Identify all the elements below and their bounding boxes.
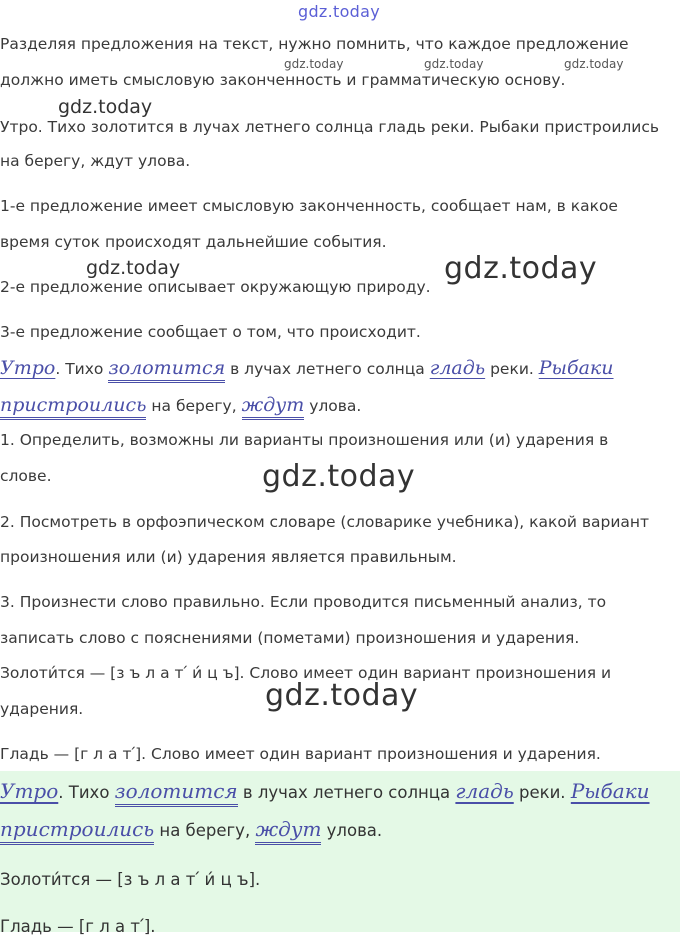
analysis-line: 2-е предложение описывает окружающую природу. [0,278,431,296]
step-line: 2. Посмотреть в орфоэпическом словаре (словарике учебника), какой вариант [0,513,650,531]
plain-text: в лучах летнего солнца [237,783,456,802]
word-analysis-line: Золоти́тся — [з ъ л а т՛ и́ ц ъ]. Слово имеет один вариант произношения и [0,664,612,682]
answer-line-1 [0,773,680,811]
subject-word: Рыбаки [538,357,614,379]
predicate-word: пристроились [0,817,154,845]
marked-line-2 [0,387,680,424]
subject-word: гладь [455,779,514,803]
plain-text: в лучах летнего солнца [225,360,430,378]
subject-word: Утро [0,779,59,803]
plain-text: реки. [513,783,571,802]
watermark-mid: gdz.today [58,96,153,118]
step-line: произношения или (и) ударения является правильным. [0,548,457,566]
predicate-word: золотится [108,357,225,383]
answer-transcription: Гладь — [г л а т՛]. [0,917,156,936]
watermark-small: gdz.today [564,57,624,71]
answer-block [0,771,680,936]
step-line: записать слово с пояснениями (пометами) произношения и ударения. [0,629,580,647]
marked-line-1 [0,350,680,387]
plain-text: реки. [485,360,539,378]
watermark-mid: gdz.today [86,257,181,279]
watermark-big: gdz.today [262,459,416,494]
predicate-word: пристроились [0,394,146,420]
plain-text: на берегу, [146,397,242,415]
answer-transcription: Золоти́тся — [з ъ л а т՛ и́ ц ъ]. [0,870,261,889]
predicate-word: золотится [115,779,238,807]
text-line: Утро. Тихо золотится в лучах летнего солнца гладь реки. Рыбаки пристроились [0,118,660,136]
watermark-big: gdz.today [444,251,598,286]
answer-line-2 [0,811,680,849]
analysis-line: 1-е предложение имеет смысловую законченность, сообщает нам, в какое [0,197,618,215]
word-analysis-line: ударения. [0,700,84,718]
watermark-small: gdz.today [424,57,484,71]
plain-text: улова. [304,397,362,415]
predicate-word: ждут [242,394,305,420]
predicate-word: ждут [255,817,321,845]
plain-text: на берегу, [154,821,256,840]
subject-word: Утро [0,357,56,379]
intro-line: должно иметь смысловую законченность и грамматическую основу. [0,71,566,89]
text-line: на берегу, ждут улова. [0,152,191,170]
plain-text: . Тихо [55,360,109,378]
word-analysis-line: Гладь — [г л а т՛]. Слово имеет один вариант произношения и ударения. [0,745,601,763]
step-line: слове. [0,467,52,485]
step-line: 3. Произнести слово правильно. Если проводится письменный анализ, то [0,593,607,611]
intro-line: Разделяя предложения на текст, нужно помнить, что каждое предложение [0,35,629,53]
watermark-big: gdz.today [265,678,419,713]
analysis-line: время суток происходят дальнейшие события. [0,233,387,251]
subject-word: гладь [429,357,486,379]
plain-text: . Тихо [58,783,115,802]
watermark-small: gdz.today [284,57,344,71]
step-line: 1. Определить, возможны ли варианты произношения или (и) ударения в [0,431,609,449]
subject-word: Рыбаки [570,779,650,803]
plain-text: улова. [321,821,383,840]
watermark-top: gdz.today [298,2,380,21]
analysis-line: 3-е предложение сообщает о том, что происходит. [0,323,421,341]
